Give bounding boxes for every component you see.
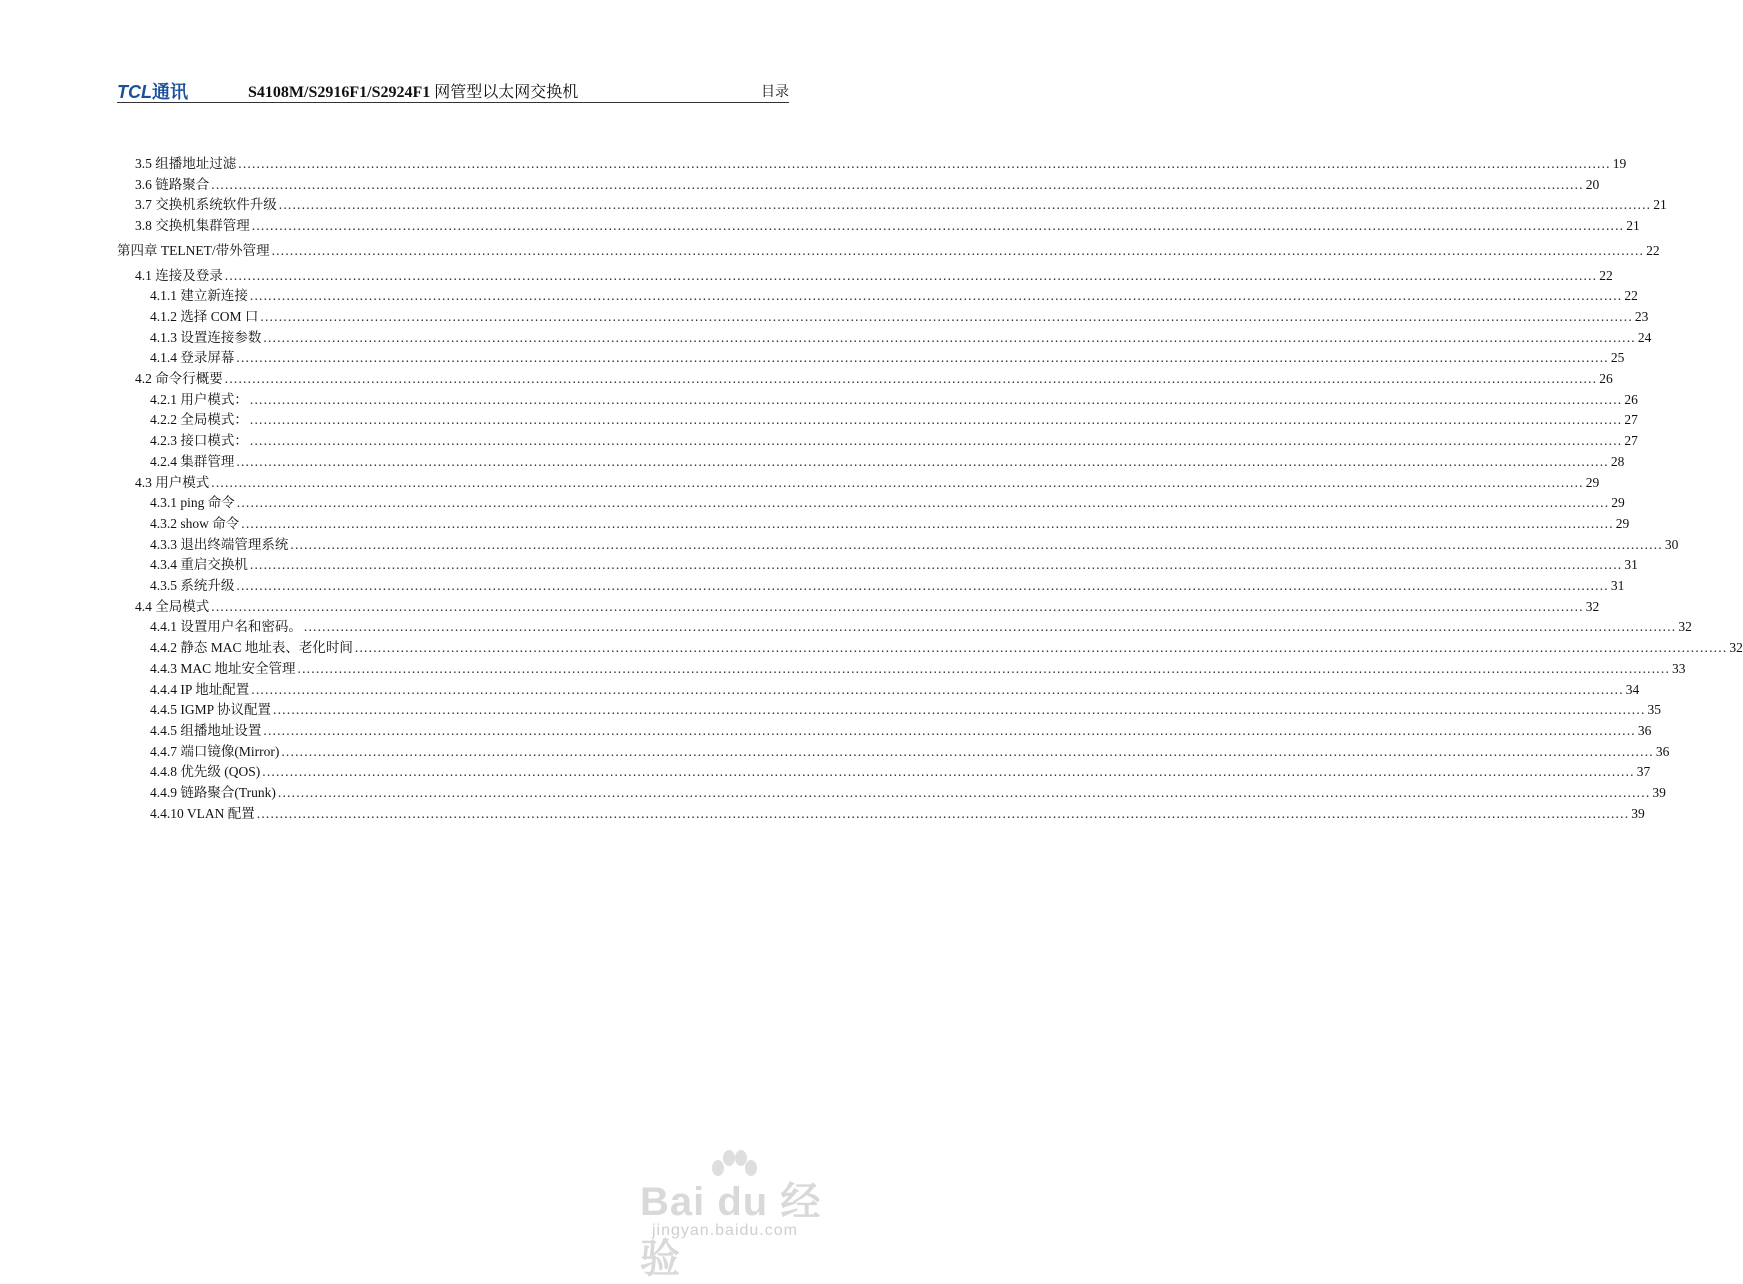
toc-entry [135,471,1600,491]
toc-entry-title: 4.4.1 设置用户名和密码。 [150,619,302,635]
toc-entry-page: 32 [1729,640,1743,656]
toc-entry-title: 4.1.3 设置连接参数 [150,329,262,345]
toc-leader-dots: ............................................................................................................................................................................................................................................................................................................ [260,308,1633,324]
toc-entry-title: 4.3.2 show 命令 [150,515,240,531]
toc-entry [135,214,1640,234]
toc-entry-title: 4.1 连接及登录 [135,267,223,283]
toc-entry [135,264,1613,284]
toc-entry-page: 35 [1647,702,1662,718]
toc-entry [150,284,1638,304]
toc-entry-title: 4.4.10 VLAN 配置 [150,805,255,821]
toc-entry [150,450,1625,470]
toc-entry-page: 26 [1624,391,1638,407]
watermark-main-text: Bai du 经验 [640,1180,822,1281]
toc-leader-dots: ............................................................................................................................................................................................................................................................................................................ [263,329,1636,345]
toc-entry-page: 21 [1653,197,1667,213]
toc-entry-page: 29 [1615,515,1630,531]
toc-entry-page: 27 [1624,412,1638,428]
toc-leader-dots: ............................................................................................................................................................................................................................................................................................................ [211,176,1584,192]
toc-entry-page: 29 [1611,495,1625,511]
toc-entry [150,760,1651,780]
toc-leader-dots: ............................................................................................................................................................................................................................................................................................................ [262,764,1635,780]
toc-entry-page: 21 [1626,218,1640,234]
toc-entry-page: 37 [1636,764,1651,780]
toc-entry-page: 27 [1624,433,1638,449]
toc-entry-page: 32 [1585,598,1600,614]
watermark-url: jingyan.baidu.com [652,1222,798,1239]
toc-entry-page: 20 [1585,176,1600,192]
toc-entry [150,574,1625,594]
toc-entry-title: 4.1.4 登录屏幕 [150,350,235,366]
toc-entry [150,740,1670,760]
toc-entry [135,152,1627,172]
toc-leader-dots: ............................................................................................................................................................................................................................................................................................................ [263,722,1636,738]
toc-entry-title: 4.2.1 用户模式： [150,391,248,407]
toc-entry [150,678,1640,698]
toc-entry-page: 22 [1624,288,1638,304]
toc-entry-page: 23 [1634,308,1649,324]
toc-entry [150,326,1652,346]
toc-entry-page: 22 [1599,267,1613,283]
toc-leader-dots: ............................................................................................................................................................................................................................................................................................................ [278,197,1652,213]
toc-entry [150,305,1649,325]
document-title [248,79,578,102]
toc-leader-dots: ............................................................................................................................................................................................................................................................................................................ [256,805,1630,821]
toc-entry-title: 4.4.4 IP 地址配置 [150,681,250,697]
toc-entry-page: 36 [1655,743,1670,759]
toc-leader-dots: ............................................................................................................................................................................................................................................................................................................ [224,371,1598,386]
toc-entry [117,239,1660,259]
toc-entry-page: 39 [1652,785,1666,800]
toc-entry-page: 22 [1646,242,1660,258]
toc-entry [150,491,1625,511]
toc-leader-dots: ............................................................................................................................................................................................................................................................................................................ [249,391,1623,407]
toc-entry-title: 4.3 用户模式 [135,474,210,490]
toc-entry-title: 4.4 全局模式 [135,598,210,614]
toc-leader-dots: ............................................................................................................................................................................................................................................................................................................ [303,619,1677,635]
toc-entry-page: 34 [1625,681,1640,697]
toc-entry-page: 24 [1637,329,1652,345]
toc-entry [150,533,1679,553]
toc-entry-title: 4.2 命令行概要 [135,371,223,386]
toc-entry [150,429,1638,449]
toc-entry-title: 4.1.1 建立新连接 [150,288,248,304]
toc-entry-page: 36 [1637,722,1652,738]
toc-leader-dots: ............................................................................................................................................................................................................................................................................................................ [236,350,1609,366]
toc-entry [150,346,1625,366]
toc-entry-title: 第四章 TELNET/带外管理 [117,242,270,258]
toc-entry-title: 4.4.2 静态 MAC 地址表、老化时间 [150,640,353,656]
toc-leader-dots: ............................................................................................................................................................................................................................................................................................................ [211,474,1584,490]
logo-brand: TCL [117,82,152,102]
toc-entry-title: 4.2.2 全局模式： [150,412,248,428]
toc-entry [150,553,1638,573]
document-title-en: S4108M/S2916F1/S2924F1 [248,84,431,101]
toc-entry-title: 4.3.4 重启交换机 [150,557,248,573]
toc-entry [150,781,1666,801]
toc-leader-dots: ............................................................................................................................................................................................................................................................................................................ [236,453,1609,469]
toc-entry-page: 29 [1585,474,1600,490]
toc-leader-dots: ............................................................................................................................................................................................................................................................................................................ [238,156,1611,171]
toc-entry-title: 4.4.7 端口镜像(Mirror) [150,743,280,759]
toc-leader-dots: ............................................................................................................................................................................................................................................................................................................ [251,681,1624,697]
toc-entry-title: 4.3.5 系统升级 [150,578,235,593]
toc-entry-page: 33 [1672,660,1686,676]
toc-leader-dots: ............................................................................................................................................................................................................................................................................................................ [236,495,1610,511]
toc-entry [150,719,1652,739]
toc-leader-dots: ............................................................................................................................................................................................................................................................................................................ [224,267,1598,283]
tcl-logo [117,78,188,102]
toc-entry [150,657,1686,677]
baidu-watermark [640,1150,860,1281]
logo-suffix: 通讯 [152,82,188,102]
toc-entry-page: 26 [1599,371,1613,386]
toc-leader-dots: ............................................................................................................................................................................................................................................................................................................ [281,743,1654,759]
toc-entry [135,173,1600,193]
toc-entry-page: 28 [1610,453,1625,469]
toc-entry [150,408,1638,428]
toc-entry [135,367,1613,387]
toc-leader-dots: ............................................................................................................................................................................................................................................................................................................ [273,702,1646,718]
toc-entry [150,615,1692,635]
toc-leader-dots: ............................................................................................................................................................................................................................................................................................................ [241,515,1614,531]
toc-entry [150,388,1638,408]
section-name: 目录 [761,85,789,100]
toc-entry [150,512,1630,532]
toc-leader-dots: ............................................................................................................................................................................................................................................................................................................ [249,433,1623,449]
document-title-cn: 网管型以太网交换机 [430,84,579,101]
toc-leader-dots: ............................................................................................................................................................................................................................................................................................................ [297,660,1671,676]
toc-entry-page: 32 [1678,619,1692,635]
page-header [117,76,789,103]
toc-entry-page: 30 [1664,536,1679,552]
toc-entry-page: 39 [1631,805,1645,821]
toc-entry-title: 4.4.5 IGMP 协议配置 [150,702,272,718]
toc-entry [135,595,1600,615]
toc-leader-dots: ............................................................................................................................................................................................................................................................................................................ [277,785,1651,800]
toc-entry-page: 19 [1612,156,1627,171]
toc-entry-title: 4.3.3 退出终端管理系统 [150,536,289,552]
toc-entry-title: 4.4.3 MAC 地址安全管理 [150,660,296,676]
toc-entry-title: 4.3.1 ping 命令 [150,495,235,511]
toc-leader-dots: ............................................................................................................................................................................................................................................................................................................ [249,412,1623,428]
toc-leader-dots: ............................................................................................................................................................................................................................................................................................................ [271,242,1645,258]
toc-entry-title: 3.8 交换机集群管理 [135,218,250,234]
toc-entry-title: 3.6 链路聚合 [135,176,210,192]
toc-entry-title: 4.2.3 接口模式： [150,433,248,449]
toc-entry [150,698,1662,718]
toc-leader-dots: ............................................................................................................................................................................................................................................................................................................ [290,536,1663,552]
toc-entry-title: 4.4.9 链路聚合(Trunk) [150,785,276,800]
toc-entry-title: 4.1.2 选择 COM 口 [150,308,259,324]
toc-leader-dots: ............................................................................................................................................................................................................................................................................................................ [251,218,1625,234]
toc-leader-dots: ............................................................................................................................................................................................................................................................................................................ [211,598,1584,614]
toc-entry [150,802,1645,822]
toc-leader-dots: ............................................................................................................................................................................................................................................................................................................ [249,288,1623,304]
toc-entry-title: 4.2.4 集群管理 [150,453,235,469]
toc-entry [150,636,1743,656]
toc-entry-page: 31 [1624,557,1638,573]
toc-leader-dots: ............................................................................................................................................................................................................................................................................................................ [236,578,1609,593]
toc-entry-page: 25 [1610,350,1625,366]
toc-entry-title: 3.5 组播地址过滤 [135,156,237,171]
toc-entry-title: 3.7 交换机系统软件升级 [135,197,277,213]
toc-entry [135,193,1667,213]
toc-leader-dots: ............................................................................................................................................................................................................................................................................................................ [354,640,1728,656]
toc-entry-title: 4.4.5 组播地址设置 [150,722,262,738]
toc-entry-page: 31 [1610,578,1625,593]
toc-entry-title: 4.4.8 优先级 (QOS) [150,764,261,780]
toc-leader-dots: ............................................................................................................................................................................................................................................................................................................ [249,557,1623,573]
